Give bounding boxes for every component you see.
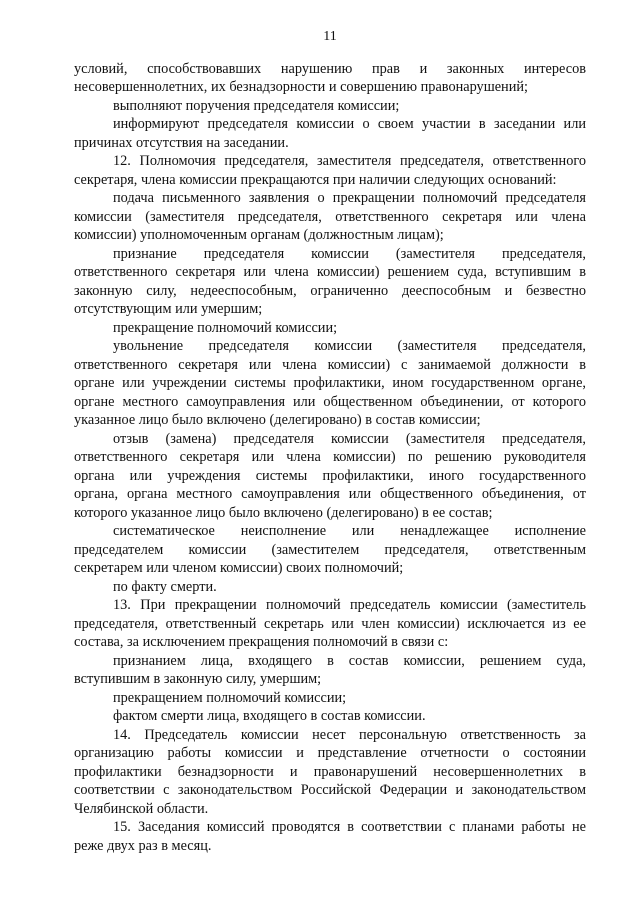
paragraph-11 xyxy=(74,578,586,597)
paragraph-16 xyxy=(74,726,586,819)
text-line: комиссии) уполномоченным органам (должностным лицам); xyxy=(74,227,444,243)
text-line: профилактики безнадзорности и правонарушений несовершеннолетних в xyxy=(74,763,586,780)
document-body xyxy=(74,60,586,856)
text-line: отзыв (замена) председателя комиссии (заместителя председателя, xyxy=(113,430,586,447)
text-line: несовершеннолетних, их безнадзорности и совершению правонарушений; xyxy=(74,79,528,95)
text-line: признанием лица, входящего в состав комиссии, решением суда, xyxy=(113,652,586,669)
text-line: реже двух раз в месяц. xyxy=(74,837,212,854)
paragraph-8 xyxy=(74,337,586,430)
text-line: выполняют поручения председателя комиссии; xyxy=(113,97,400,114)
paragraph-10 xyxy=(74,522,586,578)
text-line: законную силу, недееспособным, ограниченно дееспособным и безвестно xyxy=(74,282,586,299)
text-line: органе местного самоуправления или общественном объединении, от которого xyxy=(74,393,586,410)
text-line: которого указанное лицо было включено (делегировано) в ее состав; xyxy=(74,504,493,521)
paragraph-4 xyxy=(74,152,586,189)
paragraph-2 xyxy=(74,97,586,116)
text-line: прекращением полномочий комиссии; xyxy=(113,689,347,706)
text-line: председателя, ответственный секретарь или член комиссии) исключается из ее xyxy=(74,615,586,632)
text-line: 13. При прекращении полномочий председатель комиссии (заместитель xyxy=(113,597,586,613)
text-line: органа, органа местного самоуправления или общественного объединения, от xyxy=(74,486,586,502)
text-line: 15. Заседания комиссий проводятся в соответствии с планами работы не xyxy=(113,819,586,835)
text-line: подача письменного заявления о прекращении полномочий председателя xyxy=(113,190,586,206)
text-line: органа или учреждения системы профилактики, иного государственного xyxy=(74,467,586,484)
paragraph-7 xyxy=(74,319,586,338)
text-line: ответственного секретаря или члена комиссии) решением суда, вступившим в xyxy=(74,264,586,280)
text-line: комиссии (заместителя председателя, ответственного секретаря или члена xyxy=(74,208,586,225)
text-line: 14. Председатель комиссии несет персональную ответственность за xyxy=(113,726,586,743)
paragraph-1 xyxy=(74,60,586,97)
paragraph-15 xyxy=(74,707,586,726)
page-number: 11 xyxy=(323,29,337,44)
text-line: органе или учреждении системы профилактики, ином государственном органе, xyxy=(74,375,586,391)
text-line: секретаря, члена комиссии прекращаются при наличии следующих оснований: xyxy=(74,171,557,188)
paragraph-9 xyxy=(74,430,586,523)
text-line: указанное лицо было включено (делегировано) в состав комиссии; xyxy=(74,412,481,428)
paragraph-13 xyxy=(74,652,586,689)
paragraph-12 xyxy=(74,596,586,652)
text-line: ответственного секретаря или члена комиссии) по решению руководителя xyxy=(74,449,586,465)
text-line: по факту смерти. xyxy=(113,578,217,595)
text-line: систематическое неисполнение или ненадлежащее исполнение xyxy=(113,523,586,539)
text-line: прекращение полномочий комиссии; xyxy=(113,319,338,336)
text-line: условий, способствовавших нарушению прав и законных интересов xyxy=(74,60,586,77)
text-line: организацию работы комиссии и представление отчетности о состоянии xyxy=(74,745,586,761)
text-line: соответствии с законодательством Российской Федерации и законодательством xyxy=(74,782,586,798)
text-line: отсутствующим или умершим; xyxy=(74,301,263,317)
paragraph-5 xyxy=(74,189,586,245)
text-line: вступившим в законную силу, умершим; xyxy=(74,671,322,687)
paragraph-17 xyxy=(74,818,586,855)
text-line: председателем комиссии (заместителем председателя, ответственным xyxy=(74,541,586,558)
text-line: Челябинской области. xyxy=(74,800,209,817)
text-line: фактом смерти лица, входящего в состав комиссии. xyxy=(113,708,426,724)
paragraph-6 xyxy=(74,245,586,319)
text-line: причинах отсутствия на заседании. xyxy=(74,134,289,151)
paragraph-3 xyxy=(74,115,586,152)
text-line: информируют председателя комиссии о своем участии в заседании или xyxy=(113,116,586,132)
text-line: увольнение председателя комиссии (заместителя председателя, xyxy=(113,338,586,354)
text-line: признание председателя комиссии (заместителя председателя, xyxy=(113,245,586,262)
paragraph-14 xyxy=(74,689,586,708)
text-line: секретарем или членом комиссии) своих полномочий; xyxy=(74,560,404,576)
text-line: 12. Полномочия председателя, заместителя председателя, ответственного xyxy=(113,153,586,169)
text-line: состава, за исключением прекращения полномочий в связи с: xyxy=(74,634,449,650)
text-line: ответственного секретаря или члена комиссии) с занимаемой должности в xyxy=(74,356,586,373)
